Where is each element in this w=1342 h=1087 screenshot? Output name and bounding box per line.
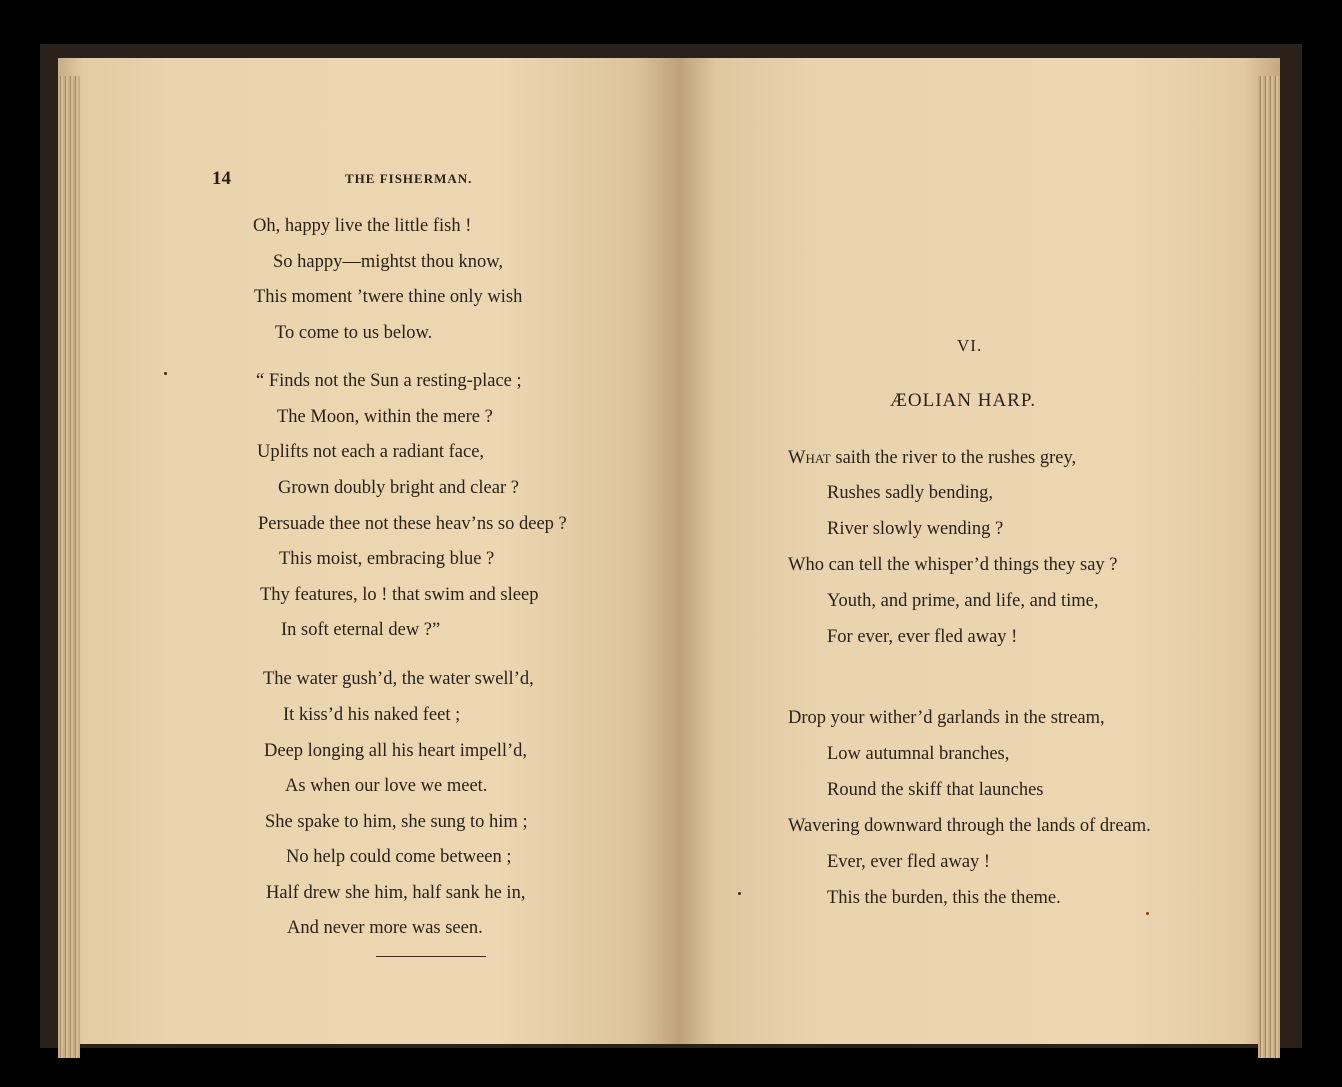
poem-line: This moment ’twere thine only wish (254, 287, 523, 307)
poem-line: This moist, embracing blue ? (279, 549, 495, 569)
poem-line: The water gush’d, the water swell’d, (263, 669, 534, 689)
poem-line: Thy features, lo ! that swim and sleep (260, 585, 539, 605)
poem-first-line (788, 448, 1076, 469)
poem-line: River slowly wending ? (827, 519, 1004, 539)
poem-title: ÆOLIAN HARP. (890, 390, 1037, 411)
poem-line: Round the skiff that launches (827, 780, 1044, 800)
running-head: THE FISHERMAN. (345, 171, 473, 186)
right-page (680, 58, 1280, 1044)
first-line-rest: saith the river to the rushes grey, (830, 448, 1077, 468)
paper-speck (1146, 912, 1149, 915)
poem-line: Who can tell the whisper’d things they say ? (788, 555, 1118, 575)
poem-line: Youth, and prime, and life, and time, (827, 591, 1099, 611)
poem-line: Low autumnal branches, (827, 744, 1010, 764)
right-page-edges (1258, 76, 1280, 1058)
poem-line: No help could come between ; (286, 847, 512, 867)
poem-line: Grown doubly bright and clear ? (278, 478, 519, 498)
poem-line: In soft eternal dew ?” (281, 620, 441, 640)
poem-line: To come to us below. (275, 323, 433, 343)
poem-line: And never more was seen. (287, 918, 483, 938)
poem-line: Drop your wither’d garlands in the stream, (788, 708, 1105, 728)
poem-line: Wavering downward through the lands of dream. (788, 816, 1151, 836)
poem-line: Uplifts not each a radiant face, (257, 442, 485, 462)
paper-speck (738, 892, 741, 895)
paper-speck (164, 372, 167, 375)
end-rule (376, 956, 486, 957)
poem-line: It kiss’d his naked feet ; (283, 705, 461, 725)
first-word: What (788, 448, 831, 468)
poem-line: She spake to him, she sung to him ; (265, 812, 528, 832)
poem-line: Oh, happy live the little fish ! (253, 216, 472, 236)
poem-line: Half drew she him, half sank he in, (266, 883, 526, 903)
poem-line: Ever, ever fled away ! (827, 852, 991, 872)
poem-line: Deep longing all his heart impell’d, (264, 741, 528, 761)
page-number: 14 (212, 168, 231, 189)
poem-line: For ever, ever fled away ! (827, 627, 1018, 647)
poem-line: Persuade thee not these heav’ns so deep ? (258, 514, 567, 534)
poem-line: The Moon, within the mere ? (277, 407, 493, 427)
poem-line: So happy—mightst thou know, (273, 252, 504, 272)
open-book (40, 44, 1302, 1048)
poem-line: This the burden, this the theme. (827, 888, 1061, 908)
poem-line: “ Finds not the Sun a resting-place ; (256, 371, 522, 391)
left-page-edges (58, 76, 80, 1058)
poem-line: As when our love we meet. (285, 776, 488, 796)
section-numeral: VI. (957, 336, 983, 355)
left-page (58, 58, 686, 1044)
poem-line: Rushes sadly bending, (827, 483, 993, 503)
